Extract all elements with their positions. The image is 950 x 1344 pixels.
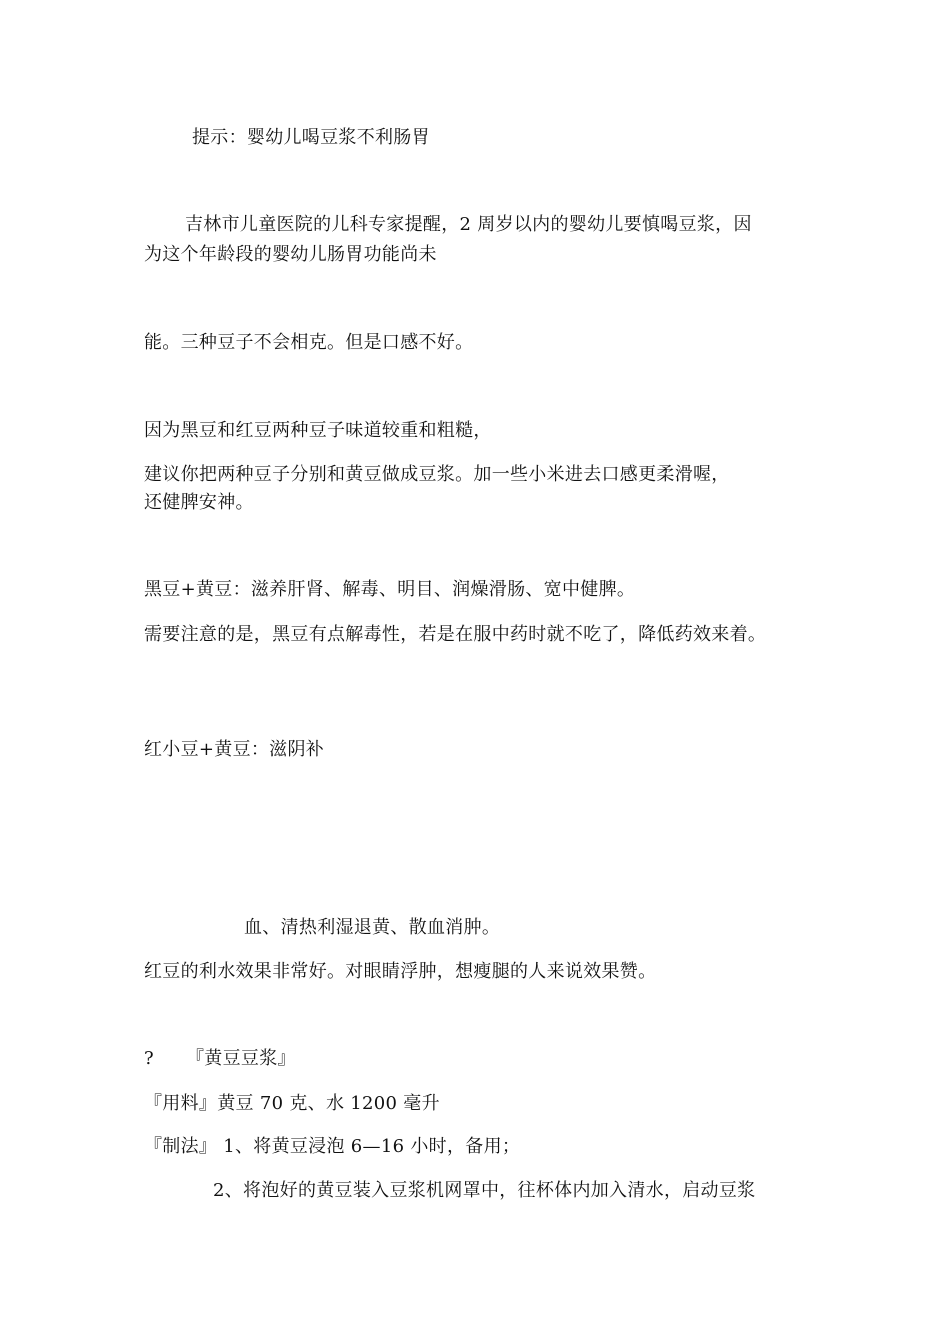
paragraph: 需要注意的是，黑豆有点解毒性，若是在服中药时就不吃了，降低药效来着。 [144,624,767,645]
paragraph-line: 为这个年龄段的婴幼儿肠胃功能尚未 [144,244,437,265]
recipe-step: 2、将泡好的黄豆装入豆浆机网罩中，往杯体内加入清水，启动豆浆 [213,1180,756,1201]
recipe-step: 『制法』 1、将黄豆浸泡 6—16 小时，备用； [144,1136,521,1157]
paragraph: 红小豆+黄豆：滋阴补 [144,739,325,760]
paragraph-line: 还健脾安神。 [144,492,254,513]
paragraph: 能。三种豆子不会相克。但是口感不好。 [144,332,474,353]
paragraph-line: 建议你把两种豆子分别和黄豆做成豆浆。加一些小米进去口感更柔滑喔， [144,464,730,485]
recipe-ingredients: 『用料』黄豆 70 克、水 1200 毫升 [144,1093,440,1114]
paragraph: 因为黑豆和红豆两种豆子味道较重和粗糙， [144,420,492,441]
list-bullet: ? [144,1048,154,1069]
recipe-title: 『黄豆豆浆』 [186,1048,296,1069]
paragraph-line: 吉林市儿童医院的儿科专家提醒，2 周岁以内的婴幼儿要慎喝豆浆，因 [185,214,752,235]
paragraph: 黑豆+黄豆：滋养肝肾、解毒、明目、润燥滑肠、宽中健脾。 [144,579,636,600]
document-title: 提示：婴幼儿喝豆浆不利肠胃 [192,127,430,148]
paragraph: 红豆的利水效果非常好。对眼睛浮肿，想瘦腿的人来说效果赞。 [144,961,657,982]
paragraph: 血、清热利湿退黄、散血消肿。 [244,917,501,938]
